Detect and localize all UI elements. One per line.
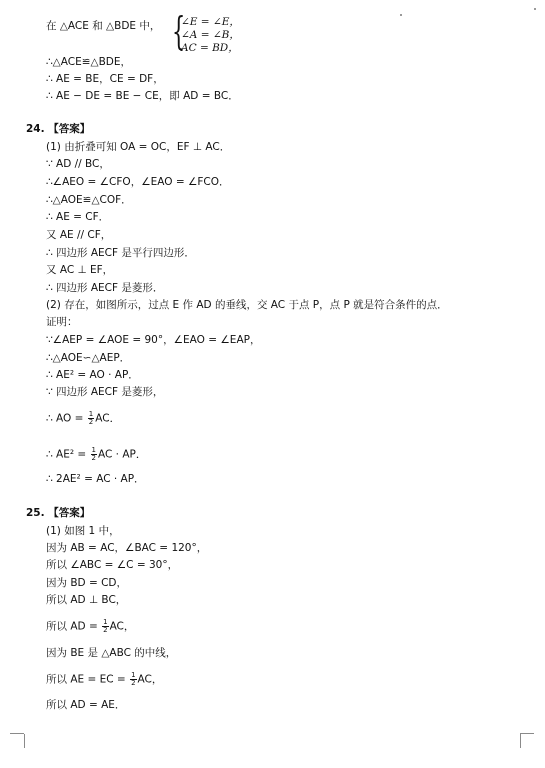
text-line-content: ∴ 四边形 AECF 是菱形． <box>46 282 164 294</box>
text-line-tail: AC · AP． <box>98 448 147 461</box>
header-dot <box>534 8 536 10</box>
text-line <box>46 577 127 590</box>
text-line-content: 在 △ACE 和 △BDE 中， <box>46 20 161 32</box>
text-line <box>46 559 178 572</box>
fraction-numerator: 1 <box>88 410 94 418</box>
text-line <box>46 542 207 555</box>
fraction-numerator: 1 <box>131 671 136 679</box>
fraction-numerator: 1 <box>91 446 96 454</box>
text-line <box>46 90 239 103</box>
crop-mark-bottom-left <box>10 734 25 748</box>
text-line-content: 因为 AB = AC，∠BAC = 120°， <box>46 542 208 554</box>
text-line-content: 所以 AD = AE． <box>46 699 126 711</box>
text-line-tail: AC． <box>95 412 121 425</box>
text-line <box>46 316 78 329</box>
text-line <box>46 647 176 660</box>
text-line-content: ∴ AE − DE = BE − CE，即 AD = BC． <box>46 90 239 102</box>
text-line <box>46 447 146 462</box>
text-line-content: ∴ AE = CF． <box>46 211 110 223</box>
text-line-content: 所以 ∠ABC = ∠C = 30°， <box>46 559 179 571</box>
text-line <box>46 369 139 382</box>
text-line <box>46 282 163 295</box>
text-line <box>46 525 120 538</box>
text-line <box>46 211 109 224</box>
text-line <box>46 141 230 154</box>
fraction <box>102 619 108 634</box>
left-brace: { <box>172 9 186 53</box>
text-line-content: 又 AC ⊥ EF， <box>46 264 114 276</box>
system-line-2: ∠A = ∠B， <box>181 29 240 41</box>
fraction-numerator: 1 <box>103 618 108 626</box>
fraction <box>130 672 136 687</box>
text-line-tail: AC， <box>109 620 135 633</box>
crop-mark-bottom-right-h <box>520 733 534 735</box>
text-line-content: 所以 AD ⊥ BC， <box>46 594 127 606</box>
fraction-denominator: 2 <box>88 418 94 426</box>
text-line <box>46 73 164 86</box>
text-line <box>46 56 131 69</box>
fraction-denominator: 2 <box>91 454 96 462</box>
text-line <box>46 594 126 607</box>
text-line-content: 又 AE // CF， <box>46 229 112 241</box>
text-line-content: (2) 存在，如图所示，过点 E 作 AD 的垂线，交 AC 于点 P，点 P 就是符合条件的点． <box>46 299 448 311</box>
text-line-content: ∴ 四边形 AECF 是平行四边形． <box>46 247 195 259</box>
text-line-content: 所以 AE = EC = <box>46 673 130 686</box>
text-line <box>46 672 162 687</box>
text-line-content: ∵ 四边形 AECF 是菱形， <box>46 386 164 398</box>
text-line <box>46 176 230 189</box>
text-line-content: ∴ 2AE² = AC · AP． <box>46 473 145 485</box>
text-line-content: 24. 【答案】 <box>26 123 91 135</box>
text-line-content: ∴∠AEO = ∠CFO，∠EAO = ∠FCO． <box>46 176 230 188</box>
header-dot <box>400 14 402 16</box>
text-line-content: ∵ AD // BC， <box>46 158 110 170</box>
fraction-denominator: 2 <box>103 626 108 634</box>
text-line <box>46 386 163 399</box>
text-line <box>46 20 160 33</box>
text-line <box>46 264 113 277</box>
text-line <box>46 411 120 426</box>
text-line <box>46 229 111 242</box>
text-line-content: 25. 【答案】 <box>26 507 91 519</box>
text-line <box>46 473 145 486</box>
text-line <box>46 352 130 365</box>
text-line-content: 证明： <box>46 316 78 328</box>
text-line-tail: AC， <box>137 673 163 686</box>
fraction-denominator: 2 <box>131 679 136 687</box>
text-line-content: (1) 由折叠可知 OA = OC，EF ⊥ AC． <box>46 141 231 153</box>
text-line-content: 因为 BD = CD， <box>46 577 128 589</box>
text-line-content: ∴△ACE≌△BDE， <box>46 56 132 68</box>
fraction <box>88 411 94 426</box>
text-line <box>26 507 90 520</box>
text-line-content: ∴ AE = BE，CE = DF， <box>46 73 164 85</box>
text-line-content: ∵∠AEP = ∠AOE = 90°，∠EAO = ∠EAP， <box>46 334 261 346</box>
text-line <box>46 158 110 171</box>
text-line <box>26 123 90 136</box>
text-line-content: ∴ AE² = AO · AP． <box>46 369 139 381</box>
crop-mark-bottom-right <box>520 734 535 748</box>
text-line <box>46 619 134 634</box>
text-line <box>46 334 260 347</box>
text-line-content: ∴ AE² = <box>46 448 90 461</box>
text-line-content: 因为 BE 是 △ABC 的中线， <box>46 647 177 659</box>
system-line-1: ∠E = ∠E， <box>181 16 240 28</box>
text-line <box>46 699 125 712</box>
text-line-content: ∴△AOE∽△AEP． <box>46 352 131 364</box>
text-line-content: 所以 AD = <box>46 620 102 633</box>
text-line-content: ∴ AO = <box>46 412 87 425</box>
text-line-content: ∴△AOE≌△COF． <box>46 194 132 206</box>
text-line <box>46 194 132 207</box>
text-line-content: (1) 如图 1 中， <box>46 525 120 537</box>
system-line-3: AC = BD， <box>181 42 239 54</box>
fraction <box>91 447 97 462</box>
crop-mark-bottom-left-h <box>10 733 24 735</box>
text-line <box>46 299 448 312</box>
text-line <box>46 247 195 260</box>
